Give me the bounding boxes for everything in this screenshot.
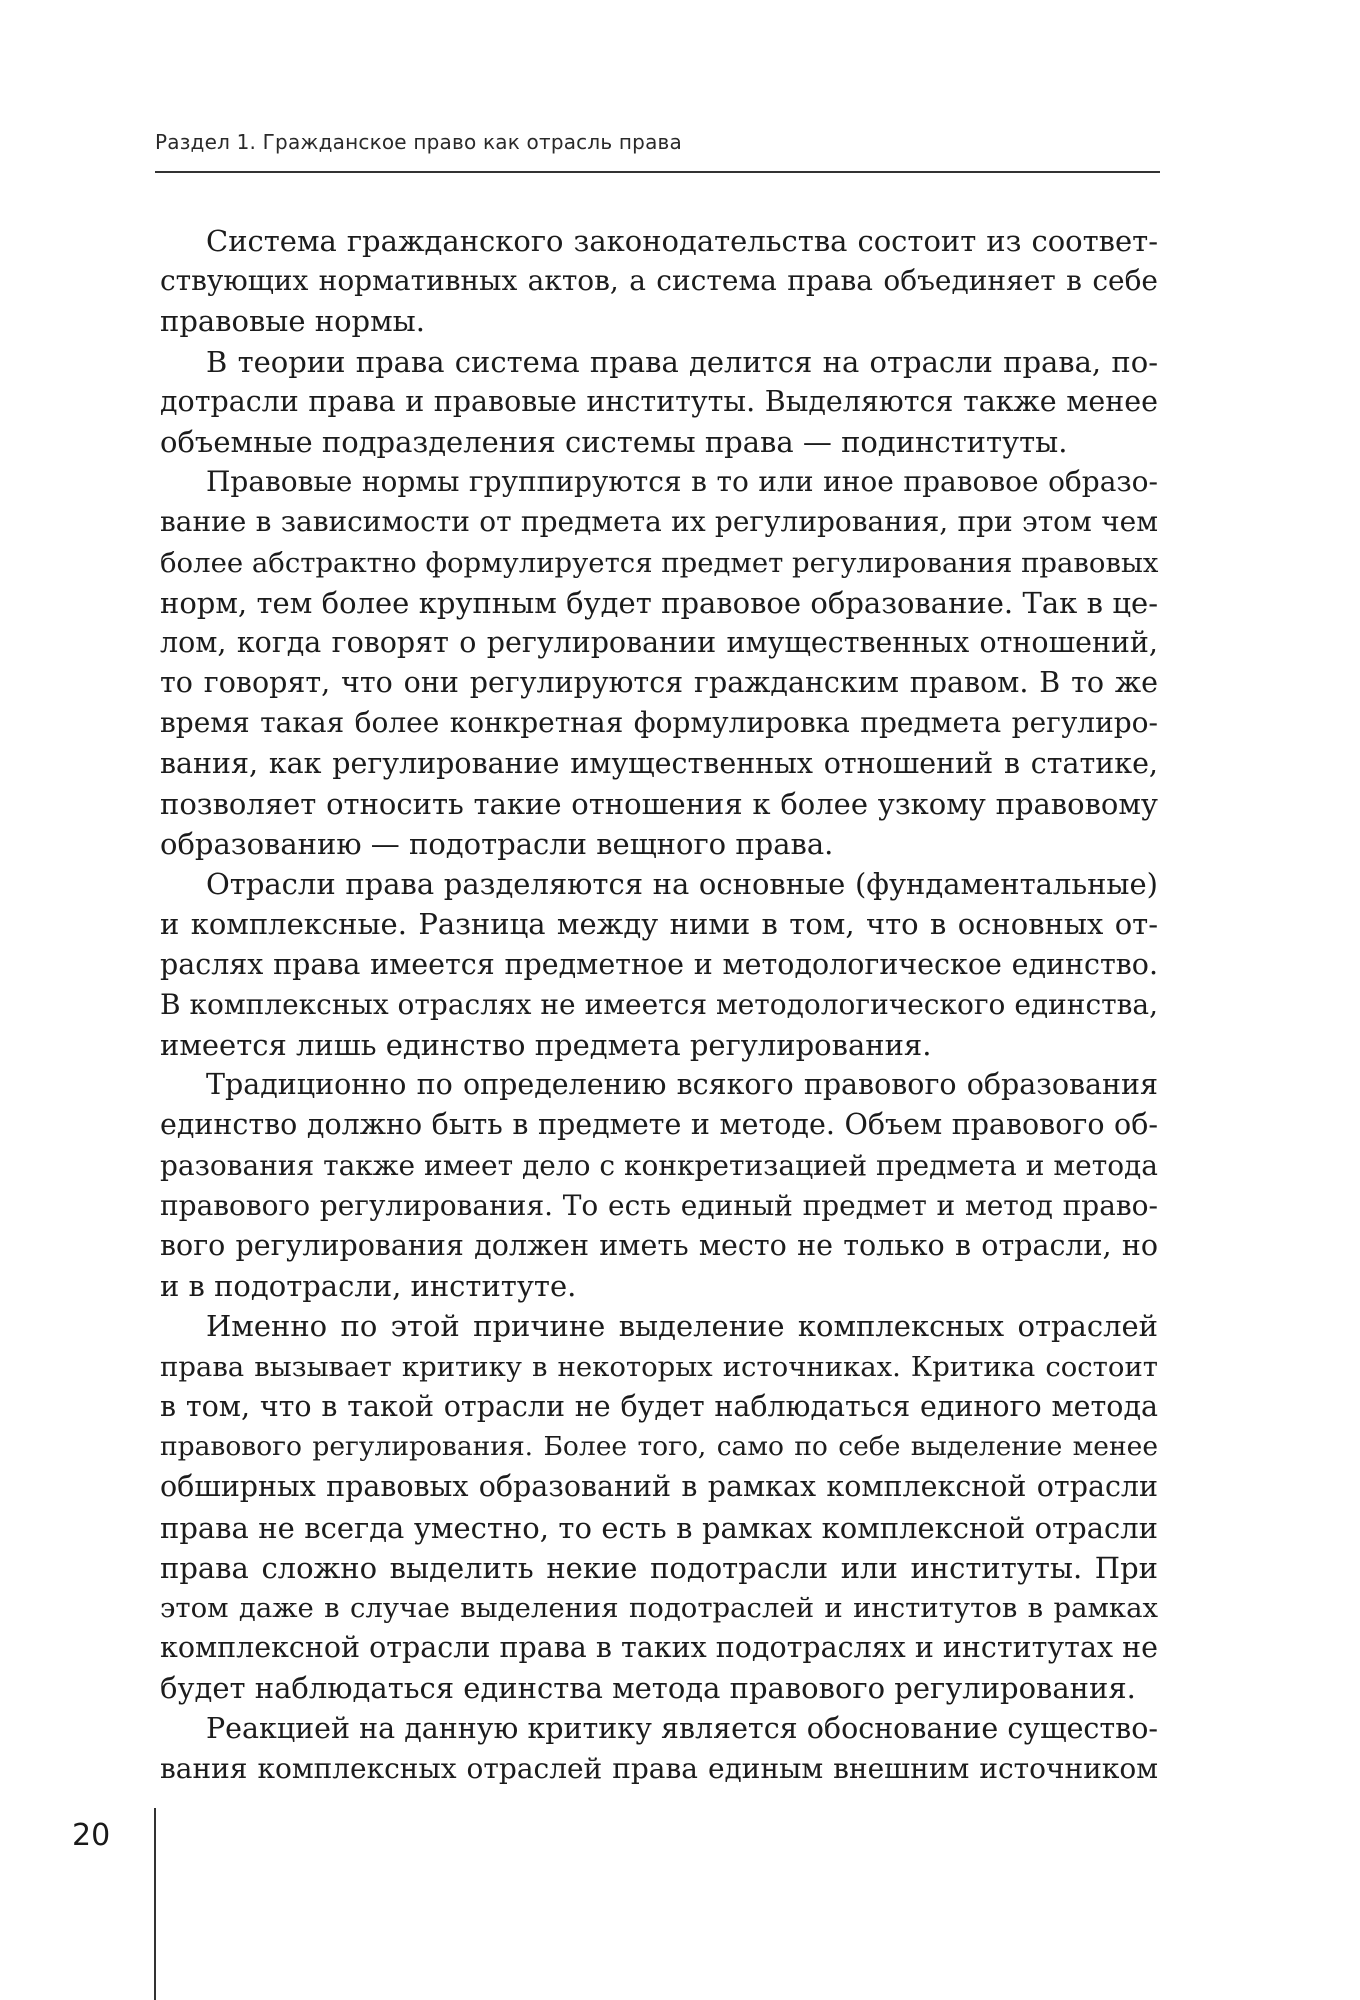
margin-rule (154, 1808, 156, 2000)
text-line: Реакцией на данную критику является обоснование существо- (206, 1711, 1158, 1745)
paragraph (160, 1306, 1158, 1708)
text-line: в том, что в такой отрасли не будет наблюдаться единого метода (160, 1389, 1158, 1423)
text-line: более абстрактно формулируется предмет регулирования правовых (160, 546, 1159, 579)
text-line: Правовые нормы группируются в то или иное правовое образо- (206, 465, 1158, 499)
text-line: будет наблюдаться единства метода правового регулирования. (160, 1671, 1136, 1706)
page-number: 20 (72, 1818, 111, 1853)
paragraph (160, 462, 1158, 864)
text-line: норм, тем более крупным будет правовое образование. Так в це- (160, 585, 1158, 620)
text-line: то говорят, что они регулируются гражданским правом. В то же (160, 666, 1158, 700)
text-line: правового регулирования. Более того, само по себе выделение менее (160, 1431, 1158, 1463)
text-line: В комплексных отраслях не имеется методологического единства, (160, 987, 1158, 1021)
paragraph (160, 864, 1158, 1065)
text-line: Именно по этой причине выделение комплексных отраслей (206, 1309, 1158, 1344)
text-line: позволяет относить такие отношения к более узкому правовому (160, 786, 1158, 821)
text-line: ствующих нормативных актов, а система права объединяет в себе (160, 264, 1158, 298)
text-line: разования также имеет дело с конкретизацией предмета и метода (160, 1148, 1158, 1182)
text-line: и комплексные. Разница между ними в том, что в основных от- (160, 907, 1158, 942)
text-line: единство должно быть в предмете и методе. Объем правового об- (160, 1108, 1158, 1142)
paragraph (160, 221, 1158, 342)
text-line: вание в зависимости от предмета их регулирования, при этом чем (160, 505, 1158, 539)
text-line: объемные подразделения системы права — подинституты. (160, 425, 1068, 460)
text-line: Система гражданского законодательства состоит из соответ- (206, 224, 1158, 258)
header-rule (155, 171, 1160, 173)
paragraph (160, 1709, 1158, 1789)
text-line: права вызывает критику в некоторых источниках. Критика состоит (160, 1350, 1158, 1383)
running-header: Раздел 1. Гражданское право как отрасль права (155, 130, 682, 154)
text-line: комплексной отрасли права в таких подотраслях и институтах не (160, 1631, 1158, 1665)
paragraph (160, 342, 1158, 463)
text-line: имеется лишь единство предмета регулирования. (160, 1028, 932, 1063)
text-line: образованию — подотрасли вещного права. (160, 827, 834, 862)
text-line: лом, когда говорят о регулировании имущественных отношений, (160, 626, 1158, 660)
text-line: вого регулирования должен иметь место не только в отрасли, но (160, 1229, 1158, 1263)
text-line: дотрасли права и правовые институты. Выделяются также менее (160, 384, 1158, 418)
text-line: Отрасли права разделяются на основные (фундаментальные) (206, 867, 1158, 902)
text-line: вания, как регулирование имущественных отношений в статике, (160, 746, 1158, 780)
text-line: и в подотрасли, институте. (160, 1269, 577, 1304)
text-line: время такая более конкретная формулировка предмета регулиро- (160, 706, 1158, 740)
text-line: права сложно выделить некие подотрасли или институты. При (160, 1550, 1158, 1585)
text-line: правового регулирования. То есть единый предмет и метод право- (160, 1188, 1158, 1222)
text-line: права не всегда уместно, то есть в рамках комплексной отрасли (160, 1510, 1158, 1545)
text-line: правовые нормы. (160, 304, 425, 339)
text-line: раслях права имеется предметное и методологическое единство. (160, 947, 1158, 981)
text-line: Традиционно по определению всякого правового образования (206, 1068, 1158, 1102)
paragraph (160, 1065, 1158, 1306)
text-line: этом даже в случае выделения подотраслей и институтов в рамках (160, 1591, 1158, 1624)
text-line: обширных правовых образований в рамках комплексной отрасли (160, 1470, 1158, 1504)
text-line: вания комплексных отраслей права единым внешним источником (160, 1751, 1158, 1785)
text-line: В теории права система права делится на отрасли права, по- (206, 344, 1158, 379)
body-text (160, 221, 1158, 1789)
